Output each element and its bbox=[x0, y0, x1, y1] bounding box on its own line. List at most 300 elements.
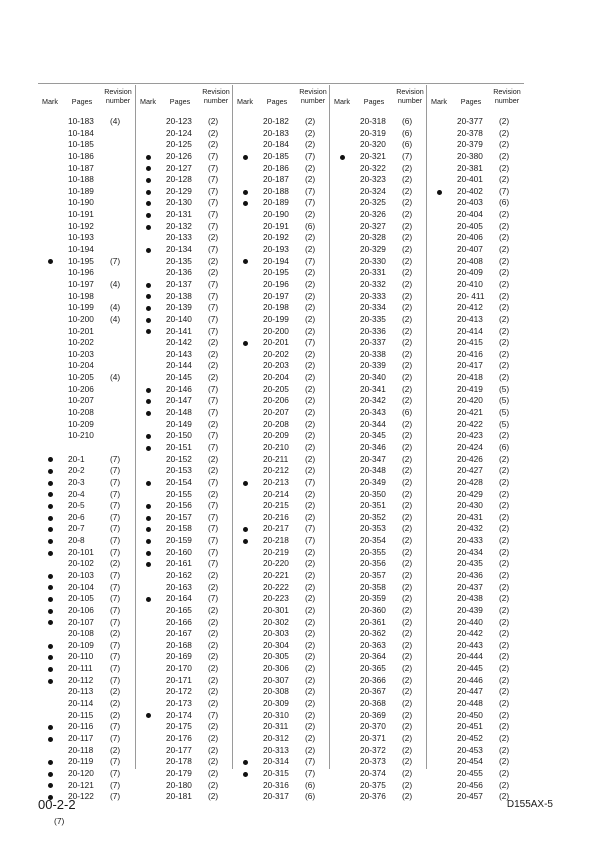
page-cell: 20-376 bbox=[360, 791, 386, 802]
table-row bbox=[136, 628, 233, 640]
table-row bbox=[427, 698, 524, 710]
table-row bbox=[427, 209, 524, 221]
page-cell: 20-321 bbox=[360, 150, 386, 161]
page-cell: 20-114 bbox=[68, 698, 94, 709]
table-row bbox=[427, 174, 524, 186]
revision-mark-icon bbox=[48, 259, 53, 264]
table-row bbox=[330, 500, 427, 512]
table-row bbox=[38, 454, 135, 466]
page-cell: 20-364 bbox=[360, 651, 386, 662]
page-cell: 20-331 bbox=[360, 267, 386, 278]
revision-cell: (2) bbox=[208, 232, 219, 243]
page-cell: 20-106 bbox=[68, 604, 94, 615]
page-cell: 20-217 bbox=[263, 523, 289, 534]
page-cell: 20-319 bbox=[360, 127, 386, 138]
header-rule bbox=[38, 83, 524, 84]
table-row bbox=[233, 442, 330, 454]
page-cell: 20-456 bbox=[457, 779, 483, 790]
page-cell: 20-219 bbox=[263, 546, 289, 557]
table-row bbox=[136, 326, 233, 338]
table-row bbox=[38, 477, 135, 489]
page-cell: 20-163 bbox=[166, 581, 192, 592]
table-row bbox=[330, 395, 427, 407]
revision-cell: (7) bbox=[110, 721, 121, 732]
page-cell: 20-365 bbox=[360, 663, 386, 674]
table-row bbox=[330, 291, 427, 303]
page-cell: 20-359 bbox=[360, 593, 386, 604]
revision-cell: (2) bbox=[208, 465, 219, 476]
page-cell: 20-430 bbox=[457, 500, 483, 511]
table-row bbox=[38, 651, 135, 663]
page-cell: 20-173 bbox=[166, 698, 192, 709]
page-cell: 20-327 bbox=[360, 220, 386, 231]
revision-cell: (2) bbox=[305, 465, 316, 476]
revision-cell: (2) bbox=[305, 651, 316, 662]
revision-mark-icon bbox=[146, 399, 151, 404]
revision-cell: (2) bbox=[305, 732, 316, 743]
revision-mark-icon bbox=[146, 516, 151, 521]
revision-cell: (7) bbox=[110, 569, 121, 580]
page-cell: 20-7 bbox=[68, 523, 85, 534]
revision-cell: (2) bbox=[499, 756, 510, 767]
table-row bbox=[38, 419, 135, 431]
revision-mark-icon bbox=[146, 329, 151, 334]
revision-cell: (7) bbox=[402, 150, 413, 161]
revision-cell: (2) bbox=[402, 197, 413, 208]
table-row bbox=[427, 151, 524, 163]
table-row bbox=[427, 349, 524, 361]
table-row bbox=[136, 349, 233, 361]
page-cell: 20-197 bbox=[263, 290, 289, 301]
revision-cell: (2) bbox=[499, 255, 510, 266]
revision-mark-icon bbox=[146, 388, 151, 393]
page-cell: 20-133 bbox=[166, 232, 192, 243]
revision-cell: (2) bbox=[402, 593, 413, 604]
page-cell: 20-444 bbox=[457, 651, 483, 662]
table-row bbox=[38, 558, 135, 570]
revision-cell: (2) bbox=[208, 663, 219, 674]
page-cell: 20-370 bbox=[360, 721, 386, 732]
page-cell: 20-356 bbox=[360, 558, 386, 569]
revision-mark-icon bbox=[48, 609, 53, 614]
revision-cell: (2) bbox=[402, 220, 413, 231]
revision-cell: (7) bbox=[208, 174, 219, 185]
revision-cell: (2) bbox=[305, 348, 316, 359]
table-row bbox=[233, 780, 330, 792]
revision-cell: (7) bbox=[110, 476, 121, 487]
table-row bbox=[233, 617, 330, 629]
revision-cell: (2) bbox=[499, 325, 510, 336]
table-row bbox=[38, 698, 135, 710]
revision-cell: (2) bbox=[305, 278, 316, 289]
header-revision: Revision number bbox=[104, 87, 132, 105]
revision-cell: (2) bbox=[499, 663, 510, 674]
revision-cell: (2) bbox=[208, 791, 219, 802]
page-cell: 20-405 bbox=[457, 220, 483, 231]
page-cell: 20-403 bbox=[457, 197, 483, 208]
table-row bbox=[427, 337, 524, 349]
revision-cell: (2) bbox=[208, 686, 219, 697]
table-row bbox=[233, 745, 330, 757]
page-cell: 20-351 bbox=[360, 500, 386, 511]
revision-cell: (7) bbox=[208, 500, 219, 511]
table-row bbox=[233, 535, 330, 547]
revision-cell: (2) bbox=[305, 383, 316, 394]
revision-cell: (2) bbox=[402, 337, 413, 348]
revision-cell: (2) bbox=[499, 535, 510, 546]
page-cell: 20-186 bbox=[263, 162, 289, 173]
revision-cell: (2) bbox=[499, 465, 510, 476]
revision-cell: (7) bbox=[305, 476, 316, 487]
revision-cell: (7) bbox=[208, 511, 219, 522]
revision-cell: (2) bbox=[305, 604, 316, 615]
table-row bbox=[38, 593, 135, 605]
revision-cell: (2) bbox=[402, 488, 413, 499]
page-cell: 20-308 bbox=[263, 686, 289, 697]
column-header bbox=[427, 85, 524, 115]
page-cell: 20-104 bbox=[68, 581, 94, 592]
page-cell: 20-131 bbox=[166, 209, 192, 220]
page-cell: 20-208 bbox=[263, 418, 289, 429]
page-cell: 20-421 bbox=[457, 407, 483, 418]
page-cell: 20-336 bbox=[360, 325, 386, 336]
page-cell: 20-166 bbox=[166, 616, 192, 627]
revision-mark-icon bbox=[48, 725, 53, 730]
revision-cell: (2) bbox=[499, 162, 510, 173]
page-cell: 20-220 bbox=[263, 558, 289, 569]
page-cell: 20-423 bbox=[457, 430, 483, 441]
table-row bbox=[233, 523, 330, 535]
page-cell: 20-188 bbox=[263, 185, 289, 196]
revision-mark-icon bbox=[243, 341, 248, 346]
table-row bbox=[233, 477, 330, 489]
table-row bbox=[427, 640, 524, 652]
header-mark: Mark bbox=[42, 97, 58, 106]
page-cell: 20-3 bbox=[68, 476, 85, 487]
column-header bbox=[38, 85, 135, 115]
table-row bbox=[330, 349, 427, 361]
revision-cell: (2) bbox=[499, 302, 510, 313]
table-row bbox=[233, 454, 330, 466]
table-row bbox=[427, 314, 524, 326]
page-cell: 20-149 bbox=[166, 418, 192, 429]
column-rows bbox=[233, 116, 330, 803]
page-cell: 20-378 bbox=[457, 127, 483, 138]
revision-cell: (7) bbox=[208, 278, 219, 289]
revision-cell: (2) bbox=[402, 628, 413, 639]
page-cell: 10-184 bbox=[68, 127, 94, 138]
header-pages: Pages bbox=[266, 97, 288, 106]
revision-cell: (7) bbox=[110, 523, 121, 534]
revision-cell: (7) bbox=[208, 395, 219, 406]
table-row bbox=[233, 768, 330, 780]
revision-cell: (7) bbox=[305, 535, 316, 546]
page-cell: 20-422 bbox=[457, 418, 483, 429]
page-number: 00-2-2 bbox=[38, 797, 76, 812]
revision-mark-icon bbox=[146, 201, 151, 206]
table-row bbox=[427, 197, 524, 209]
table-row bbox=[136, 523, 233, 535]
table-row bbox=[136, 605, 233, 617]
page-cell: 20-144 bbox=[166, 360, 192, 371]
page-cell: 20-318 bbox=[360, 116, 386, 126]
revision-cell: (4) bbox=[110, 372, 121, 383]
revision-cell: (2) bbox=[208, 744, 219, 755]
page-cell: 20-363 bbox=[360, 639, 386, 650]
revision-cell: (2) bbox=[402, 255, 413, 266]
revision-mark-icon bbox=[243, 527, 248, 532]
page-cell: 20-175 bbox=[166, 721, 192, 732]
table-row bbox=[427, 733, 524, 745]
page-cell: 20-342 bbox=[360, 395, 386, 406]
page-cell: 20-316 bbox=[263, 779, 289, 790]
table-row bbox=[38, 267, 135, 279]
revision-cell: (2) bbox=[499, 267, 510, 278]
page-cell: 20-127 bbox=[166, 162, 192, 173]
table-row bbox=[38, 407, 135, 419]
table-row bbox=[233, 116, 330, 128]
page-cell: 20-112 bbox=[68, 674, 94, 685]
revision-cell: (2) bbox=[499, 674, 510, 685]
revision-mark-icon bbox=[146, 306, 151, 311]
table-row bbox=[427, 395, 524, 407]
revision-cell: (2) bbox=[499, 698, 510, 709]
table-row bbox=[330, 617, 427, 629]
table-row bbox=[330, 733, 427, 745]
revision-cell: (2) bbox=[402, 791, 413, 802]
revision-cell: (2) bbox=[402, 244, 413, 255]
revision-cell: (7) bbox=[208, 150, 219, 161]
page-cell: 20-103 bbox=[68, 569, 94, 580]
page-cell: 20-196 bbox=[263, 278, 289, 289]
revision-cell: (7) bbox=[305, 756, 316, 767]
page-cell: 10-205 bbox=[68, 372, 94, 383]
page-cell: 10-207 bbox=[68, 395, 94, 406]
table-row bbox=[427, 360, 524, 372]
revision-cell: (7) bbox=[110, 453, 121, 464]
revision-cell: (2) bbox=[499, 686, 510, 697]
revision-cell: (2) bbox=[305, 372, 316, 383]
revision-cell: (7) bbox=[208, 302, 219, 313]
table-row bbox=[330, 360, 427, 372]
page-cell: 20-377 bbox=[457, 116, 483, 126]
page-cell: 20-345 bbox=[360, 430, 386, 441]
revision-mark-icon bbox=[48, 783, 53, 788]
table-row bbox=[136, 558, 233, 570]
table-row bbox=[38, 372, 135, 384]
revision-mark-icon bbox=[48, 492, 53, 497]
revision-cell: (2) bbox=[402, 639, 413, 650]
revision-cell: (2) bbox=[499, 511, 510, 522]
column-rows bbox=[427, 116, 524, 803]
table-row bbox=[38, 745, 135, 757]
page-cell: 20-417 bbox=[457, 360, 483, 371]
revision-cell: (7) bbox=[110, 732, 121, 743]
page-cell: 20-371 bbox=[360, 732, 386, 743]
revision-cell: (2) bbox=[499, 430, 510, 441]
table-row bbox=[38, 256, 135, 268]
revision-cell: (2) bbox=[402, 360, 413, 371]
table-row bbox=[330, 745, 427, 757]
column-header bbox=[330, 85, 427, 115]
page-cell: 10-187 bbox=[68, 162, 94, 173]
revision-cell: (2) bbox=[499, 244, 510, 255]
revision-cell: (2) bbox=[402, 663, 413, 674]
revision-cell: (2) bbox=[305, 395, 316, 406]
table-row bbox=[233, 628, 330, 640]
revision-cell: (2) bbox=[499, 348, 510, 359]
table-row bbox=[136, 675, 233, 687]
revision-cell: (7) bbox=[208, 558, 219, 569]
table-row bbox=[427, 512, 524, 524]
table-row bbox=[427, 128, 524, 140]
revision-cell: (2) bbox=[499, 313, 510, 324]
table-row bbox=[233, 232, 330, 244]
table-row bbox=[330, 570, 427, 582]
page-cell: 20-189 bbox=[263, 197, 289, 208]
table-row bbox=[136, 570, 233, 582]
page-cell: 20-120 bbox=[68, 767, 94, 778]
page-cell: 20-368 bbox=[360, 698, 386, 709]
table-row bbox=[38, 291, 135, 303]
page-cell: 20-438 bbox=[457, 593, 483, 604]
table-row bbox=[427, 221, 524, 233]
revision-cell: (5) bbox=[499, 395, 510, 406]
page-cell: 20-214 bbox=[263, 488, 289, 499]
page-cell: 20-223 bbox=[263, 593, 289, 604]
table-row bbox=[136, 267, 233, 279]
page-cell: 20-174 bbox=[166, 709, 192, 720]
table-row bbox=[233, 547, 330, 559]
page-cell: 20-353 bbox=[360, 523, 386, 534]
table-row bbox=[233, 605, 330, 617]
table-row bbox=[38, 582, 135, 594]
revision-mark-icon bbox=[146, 294, 151, 299]
page-cell: 20-213 bbox=[263, 476, 289, 487]
page-cell: 20-211 bbox=[263, 453, 289, 464]
table-row bbox=[38, 535, 135, 547]
page-cell: 20-181 bbox=[166, 791, 192, 802]
revision-cell: (2) bbox=[402, 232, 413, 243]
revision-cell: (2) bbox=[208, 732, 219, 743]
page-cell: 10-199 bbox=[68, 302, 94, 313]
page-cell: 20-129 bbox=[166, 185, 192, 196]
page-cell: 20-180 bbox=[166, 779, 192, 790]
revision-cell: (2) bbox=[402, 651, 413, 662]
page-cell: 20-416 bbox=[457, 348, 483, 359]
revision-cell: (2) bbox=[402, 767, 413, 778]
revision-cell: (2) bbox=[402, 779, 413, 790]
revision-cell: (2) bbox=[402, 709, 413, 720]
page-cell: 20-317 bbox=[263, 791, 289, 802]
revision-cell: (2) bbox=[110, 686, 121, 697]
page-cell: 20-434 bbox=[457, 546, 483, 557]
table-row bbox=[330, 698, 427, 710]
table-row bbox=[136, 209, 233, 221]
page-cell: 20-172 bbox=[166, 686, 192, 697]
table-row bbox=[427, 244, 524, 256]
revision-cell: (2) bbox=[402, 441, 413, 452]
revision-mark-icon bbox=[146, 411, 151, 416]
table-row bbox=[38, 768, 135, 780]
page-cell: 20-346 bbox=[360, 441, 386, 452]
page-cell: 20-341 bbox=[360, 383, 386, 394]
revision-cell: (2) bbox=[402, 185, 413, 196]
table-row bbox=[233, 174, 330, 186]
table-row bbox=[330, 558, 427, 570]
page-cell: 20-329 bbox=[360, 244, 386, 255]
table-row bbox=[38, 244, 135, 256]
table-row bbox=[38, 197, 135, 209]
revision-cell: (2) bbox=[499, 779, 510, 790]
revision-cell: (6) bbox=[305, 791, 316, 802]
page-cell: 20-375 bbox=[360, 779, 386, 790]
table-row bbox=[38, 710, 135, 722]
revision-cell: (4) bbox=[110, 302, 121, 313]
revision-cell: (2) bbox=[305, 267, 316, 278]
page-cell: 20-439 bbox=[457, 604, 483, 615]
revision-cell: (7) bbox=[208, 290, 219, 301]
table-row bbox=[233, 721, 330, 733]
revision-cell: (2) bbox=[208, 372, 219, 383]
header-revision: Revision number bbox=[493, 87, 521, 105]
revision-cell: (2) bbox=[499, 581, 510, 592]
table-row bbox=[136, 337, 233, 349]
revision-cell: (4) bbox=[110, 278, 121, 289]
page-cell: 10-200 bbox=[68, 313, 94, 324]
table-row bbox=[136, 582, 233, 594]
revision-mark-icon bbox=[146, 481, 151, 486]
revision-cell: (2) bbox=[110, 744, 121, 755]
table-column bbox=[329, 85, 427, 802]
table-row bbox=[427, 523, 524, 535]
revision-cell: (2) bbox=[208, 628, 219, 639]
revision-cell: (7) bbox=[208, 407, 219, 418]
column-header bbox=[136, 85, 233, 115]
revision-mark-icon bbox=[48, 737, 53, 742]
page-cell: 20-143 bbox=[166, 348, 192, 359]
table-row bbox=[136, 430, 233, 442]
table-row bbox=[427, 686, 524, 698]
revision-cell: (2) bbox=[305, 616, 316, 627]
page-cell: 20-313 bbox=[263, 744, 289, 755]
table-row bbox=[330, 430, 427, 442]
revision-cell: (2) bbox=[208, 453, 219, 464]
table-row bbox=[233, 465, 330, 477]
table-row bbox=[427, 745, 524, 757]
revision-cell: (2) bbox=[208, 488, 219, 499]
revision-cell: (2) bbox=[208, 418, 219, 429]
table-row bbox=[233, 419, 330, 431]
revision-cell: (2) bbox=[499, 639, 510, 650]
page-cell: 20-155 bbox=[166, 488, 192, 499]
page-cell: 20-320 bbox=[360, 139, 386, 150]
table-row bbox=[330, 756, 427, 768]
table-row bbox=[233, 791, 330, 803]
revision-cell: (2) bbox=[208, 127, 219, 138]
revision-cell: (2) bbox=[499, 732, 510, 743]
table-row bbox=[427, 721, 524, 733]
revision-mark-icon bbox=[48, 551, 53, 556]
revision-mark-icon bbox=[146, 190, 151, 195]
page-cell: 10-206 bbox=[68, 383, 94, 394]
table-row bbox=[233, 512, 330, 524]
revision-mark-icon bbox=[243, 201, 248, 206]
table-row bbox=[38, 128, 135, 140]
table-row bbox=[427, 500, 524, 512]
revision-mark-icon bbox=[146, 178, 151, 183]
revision-cell: (7) bbox=[208, 476, 219, 487]
